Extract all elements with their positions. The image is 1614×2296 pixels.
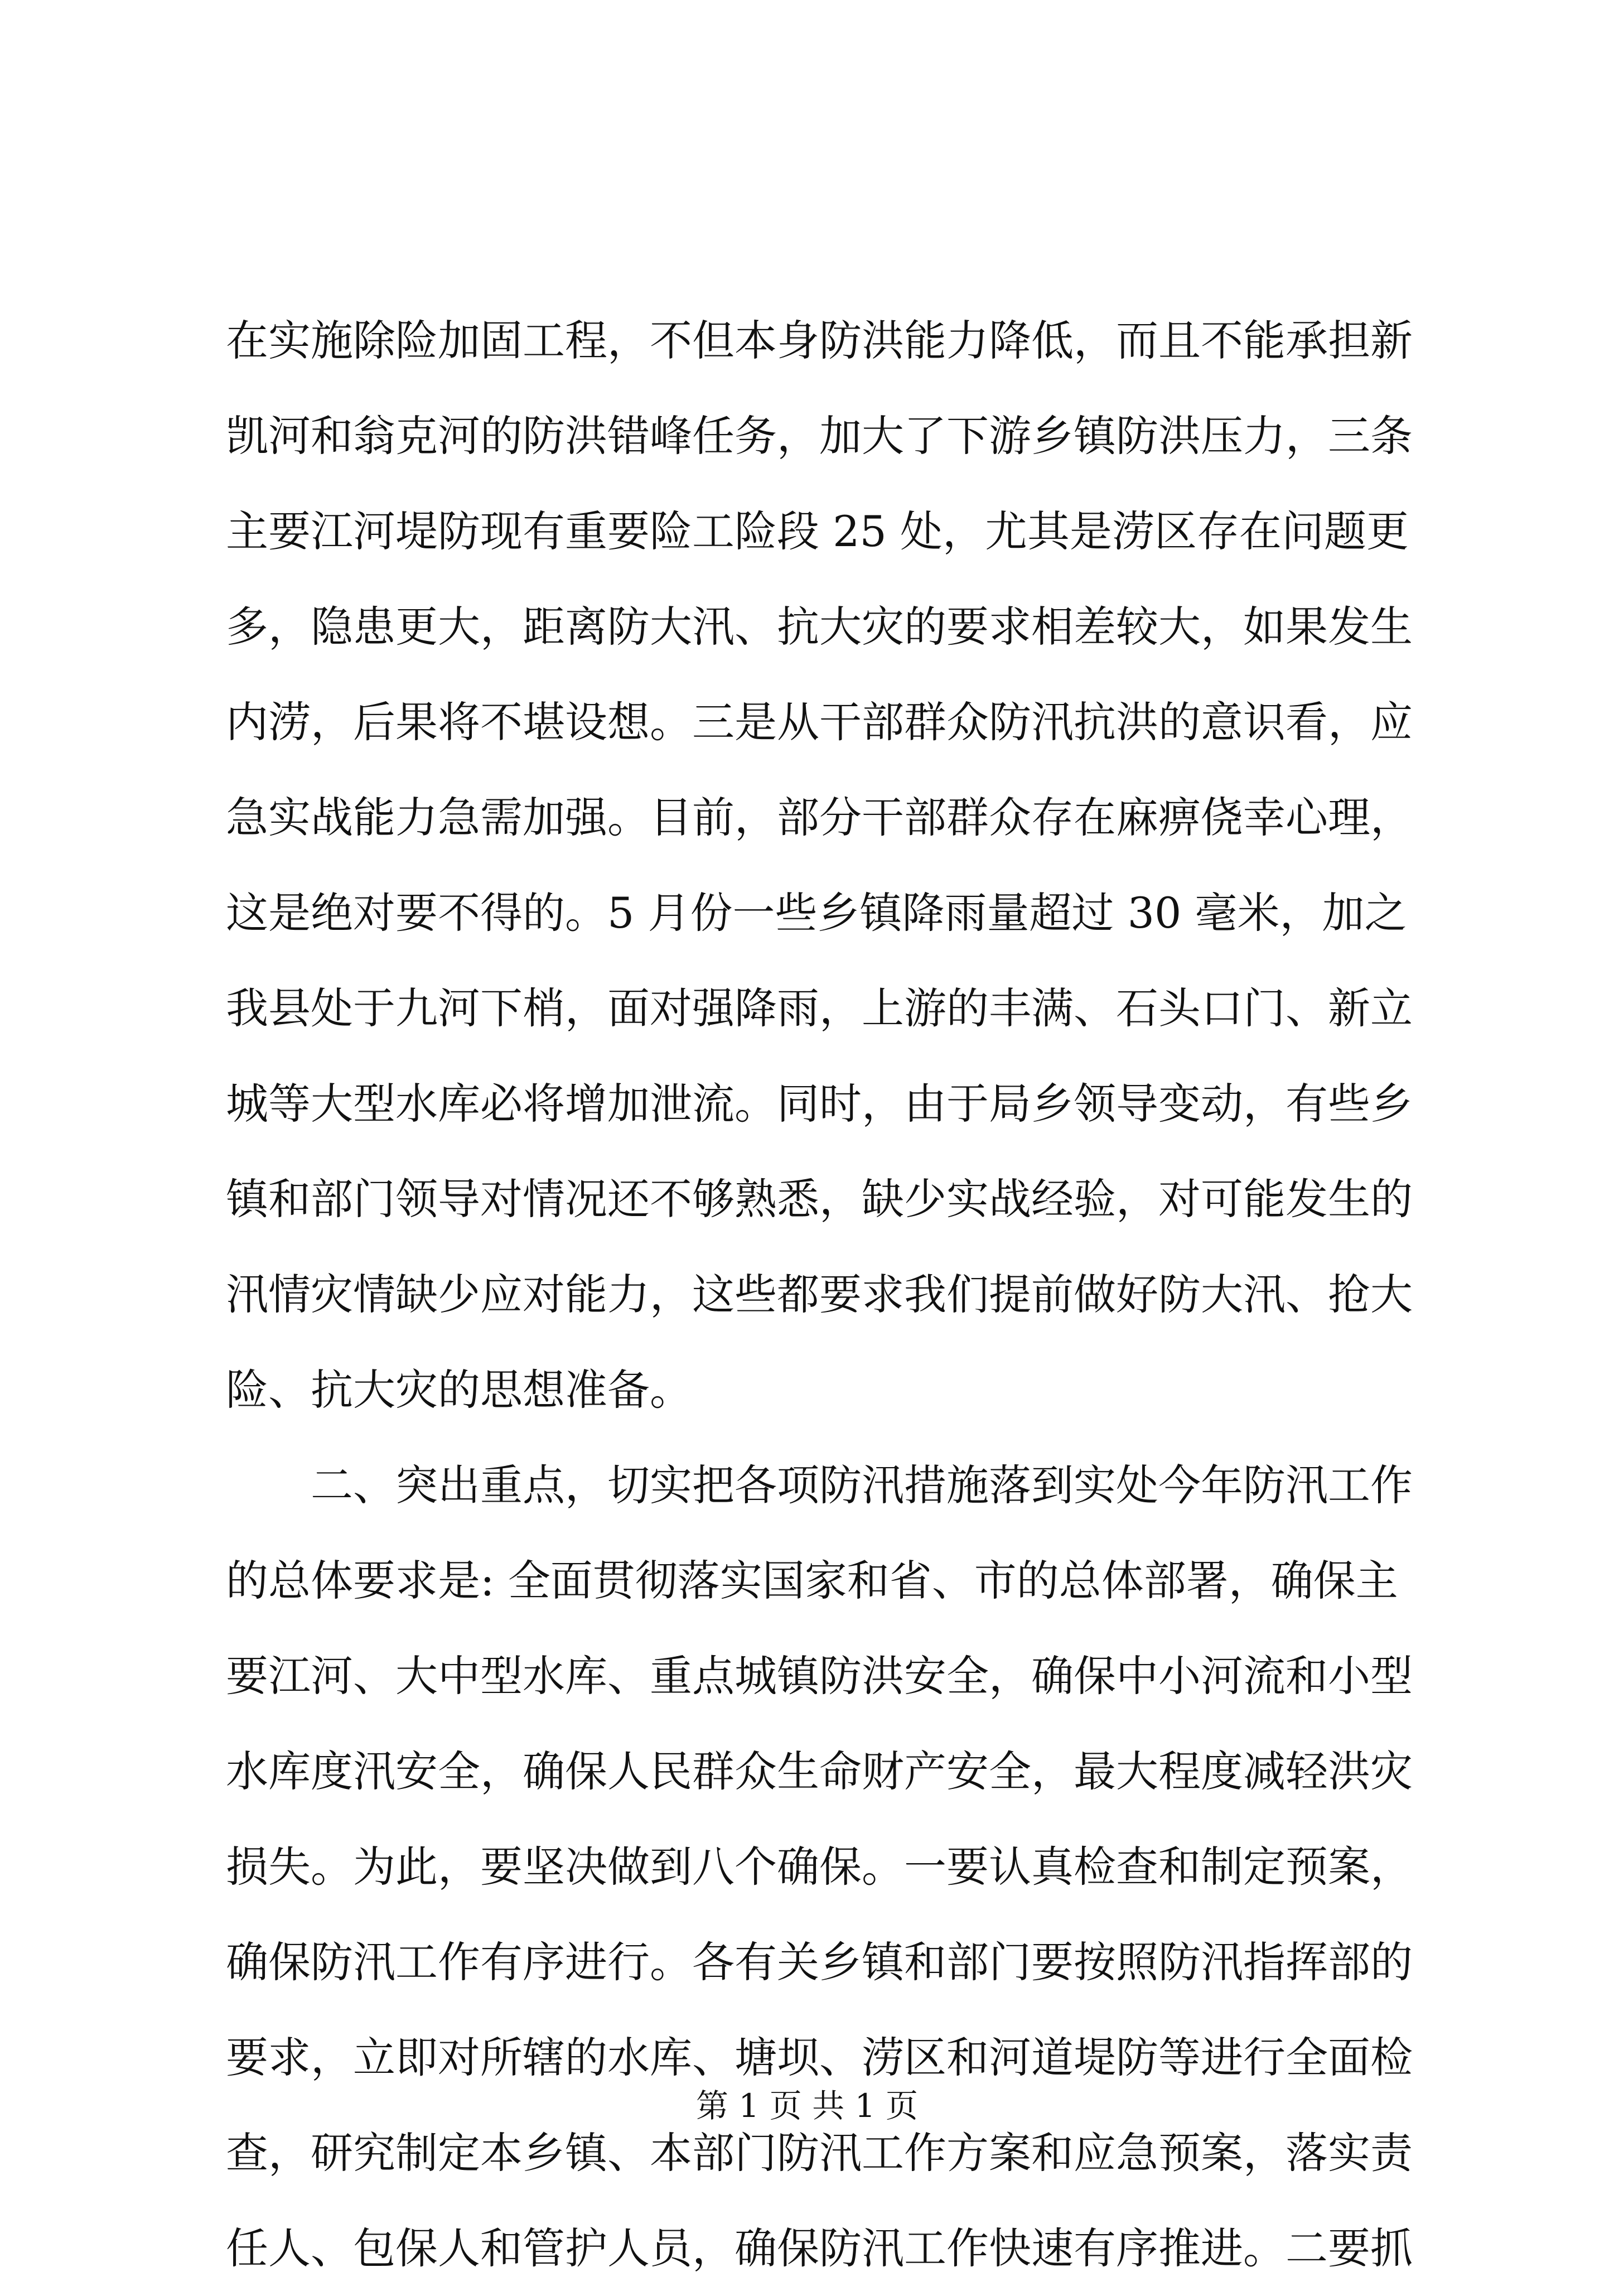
text-line: 的总体要求是: 全面贯彻落实国家和省、市的总体部署，确保主 <box>226 1556 1398 1605</box>
page-footer <box>0 2083 1614 2128</box>
text-line: 这是绝对要不得的。5 月份一些乡镇降雨量超过 30 毫米，加之 <box>226 888 1407 938</box>
text-line: 凯河和翁克河的防洪错峰任务，加大了下游乡镇防洪压力，三条 <box>226 411 1413 461</box>
text-line: 城等大型水库必将增加泄流。同时，由于局乡领导变动，有些乡 <box>226 1079 1413 1128</box>
text-line: 要江河、大中型水库、重点城镇防洪安全，确保中小河流和小型 <box>226 1651 1413 1701</box>
text-line: 内涝，后果将不堪设想。三是从干部群众防汛抗洪的意识看，应 <box>226 697 1413 747</box>
text-line: 多，隐患更大，距离防大汛、抗大灾的要求相差较大，如果发生 <box>226 602 1413 652</box>
text-line: 水库度汛安全，确保人民群众生命财产安全，最大程度减轻洪灾 <box>226 1747 1413 1796</box>
text-line: 镇和部门领导对情况还不够熟悉，缺少实战经验，对可能发生的 <box>226 1174 1413 1224</box>
text-line: 急实战能力急需加强。目前，部分干部群众存在麻痹侥幸心理， <box>226 793 1413 842</box>
text-line: 主要江河堤防现有重要险工险段 25 处，尤其是涝区存在问题更 <box>226 507 1409 556</box>
body-text <box>226 293 1413 2296</box>
text-line: 险、抗大灾的思想准备。 <box>226 1365 692 1415</box>
page-number-label: 第 1 页 共 1 页 <box>696 2087 918 2125</box>
text-line: 查，研究制定本乡镇、本部门防汛工作方案和应急预案，落实责 <box>226 2128 1413 2178</box>
text-line: 损失。为此，要坚决做到八个确保。一要认真检查和制定预案， <box>226 1842 1413 1892</box>
text-line: 汛情灾情缺少应对能力，这些都要求我们提前做好防大汛、抢大 <box>226 1270 1413 1319</box>
text-line: 在实施除险加固工程，不但本身防洪能力降低，而且不能承担新 <box>226 316 1413 365</box>
text-line: 确保防汛工作有序进行。各有关乡镇和部门要按照防汛指挥部的 <box>226 1937 1413 1987</box>
text-line: 任人、包保人和管护人员，确保防汛工作快速有序推进。二要抓 <box>226 2223 1413 2273</box>
text-line: 我县处于九河下梢，面对强降雨，上游的丰满、石头口门、新立 <box>226 983 1413 1033</box>
section-heading-line: 二、突出重点，切实把各项防汛措施落到实处今年防汛工作 <box>311 1460 1413 1510</box>
text-line: 要求，立即对所辖的水库、塘坝、涝区和河道堤防等进行全面检 <box>226 2033 1413 2082</box>
